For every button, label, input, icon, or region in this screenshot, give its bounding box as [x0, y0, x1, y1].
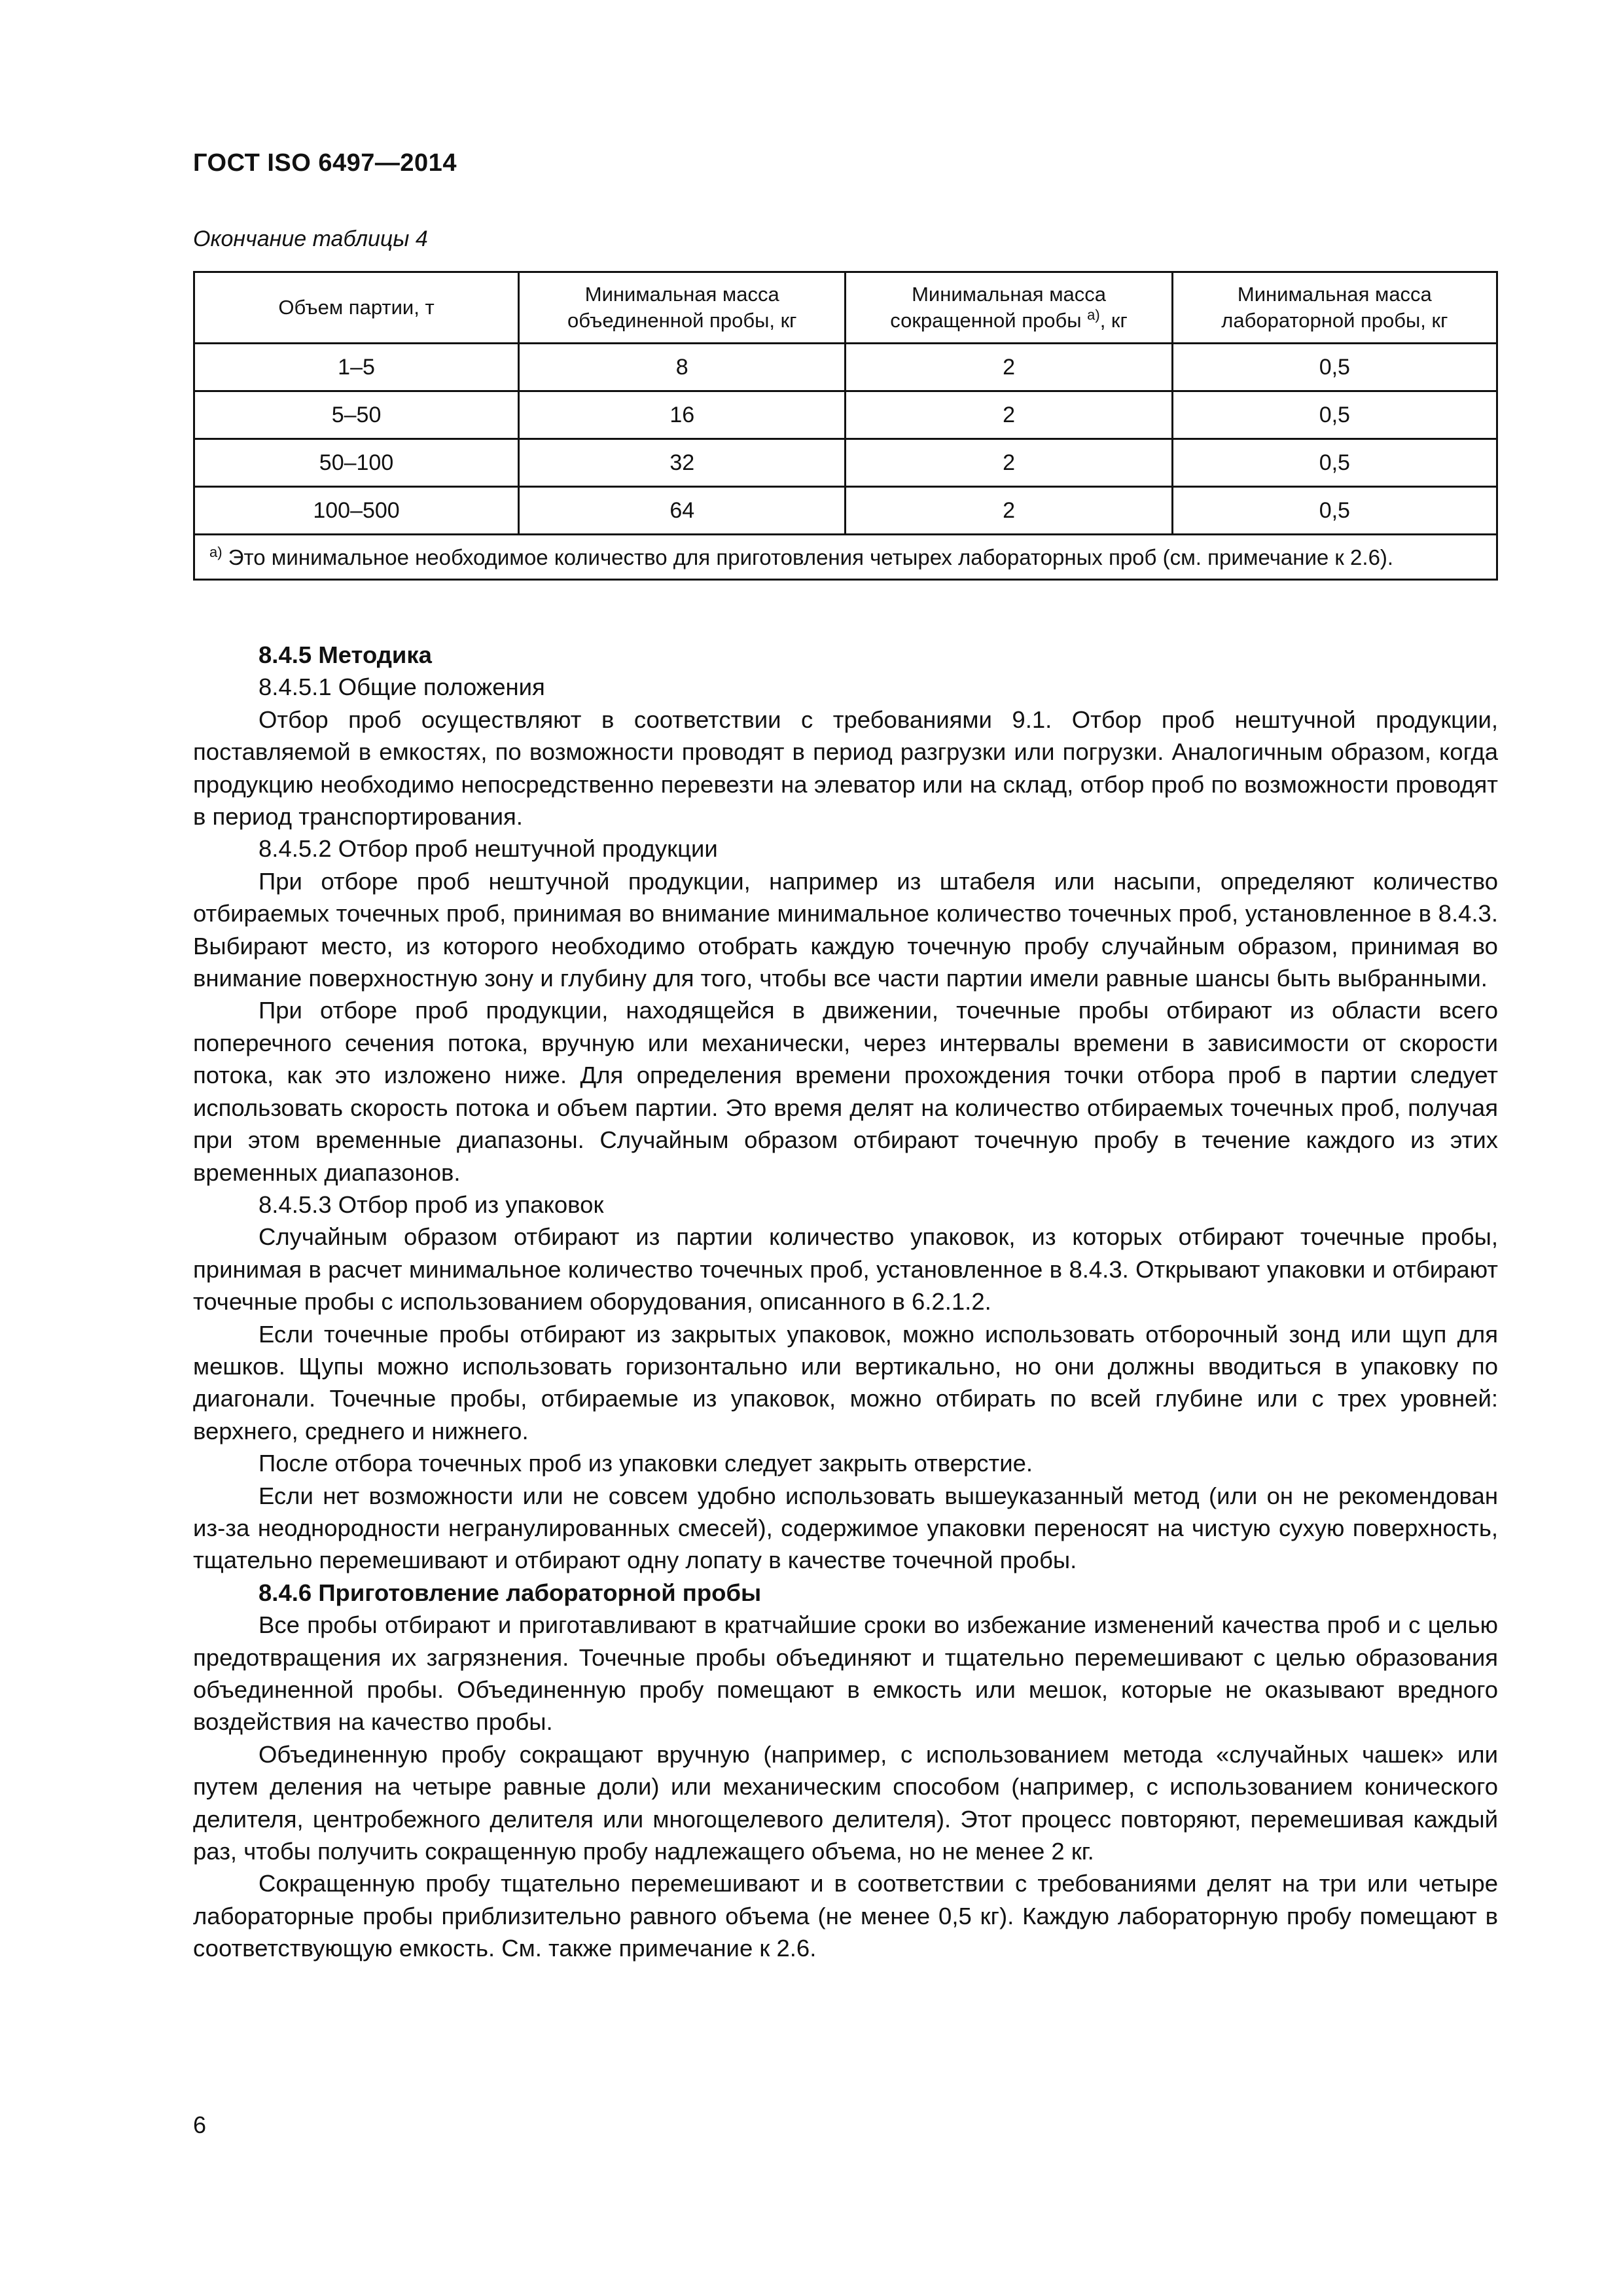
col-lab-sample-mass: Минимальная масса лабораторной пробы, кг	[1172, 272, 1497, 344]
paragraph: Если нет возможности или не совсем удобно использовать вышеуказанный метод (или он не рекомендован из-за неоднородности негранулированных смесей), содержимое упаковки переносят на чистую сухую поверхность, тщательно перемешивают и отбирают одну лопату в качестве точечной пробы.	[193, 1482, 1498, 1574]
section-heading: 8.4.5 Методика	[259, 641, 432, 668]
table-cell: 0,5	[1172, 487, 1497, 535]
col-lot-volume: Объем партии, т	[194, 272, 519, 344]
body-text	[193, 639, 1498, 1965]
paragraph: После отбора точечных проб из упаковки следует закрыть отверстие.	[259, 1450, 1033, 1477]
page-number: 6	[193, 2111, 207, 2138]
subsection-heading: 8.4.5.3 Отбор проб из упаковок	[259, 1191, 604, 1218]
table-cell: 2	[846, 439, 1172, 487]
paragraph: При отборе проб нештучной продукции, например из штабеля или насыпи, определяют количество отбираемых точечных проб, принимая во внимание минимальное количество точечных проб, установленное в 8.4.3. Выбирают место, из которого необходимо отобрать каждую точечную пробу случайным образом, принимая во внимание поверхностную зону и глубину для того, чтобы все части партии имели равные шансы быть выбранными.	[193, 867, 1498, 992]
footnote-ref: а)	[1087, 306, 1100, 323]
table-cell: 1–5	[194, 344, 519, 391]
paragraph: Сокращенную пробу тщательно перемешивают и в соответствии с требованиями делят на три или четыре лабораторные пробы приблизительно равного объема (не менее 0,5 кг). Каждую лабораторную пробу помещают в соответствующую емкость. См. также примечание к 2.6.	[193, 1870, 1498, 1962]
table-row	[194, 391, 1497, 439]
sample-mass-table	[193, 271, 1498, 581]
paragraph: При отборе проб продукции, находящейся в движении, точечные пробы отбирают из области всего поперечного сечения потока, вручную или механически, через интервалы времени в зависимости от скорости потока, как это изложено ниже. Для определения времени прохождения точки отбора проб в партии следует использовать скорость потока и объем партии. Это время делят на количество отбираемых точечных проб, получая при этом временные диапазоны. Случайным образом отбирают точечную пробу в течение каждого из этих временных диапазонов.	[193, 997, 1498, 1186]
table-cell: 32	[519, 439, 846, 487]
paragraph: Если точечные пробы отбирают из закрытых упаковок, можно использовать отборочный зонд или щуп для мешков. Щупы можно использовать горизонтально или вертикально, но они должны вводиться в упаковку по диагонали. Точечные пробы, отбираемые из упаковок, можно отбирать по всей глубине или с трех уровней: верхнего, среднего и нижнего.	[193, 1320, 1498, 1444]
table-cell: 50–100	[194, 439, 519, 487]
table-row	[194, 439, 1497, 487]
col-reduced-sample-mass: Минимальная масса сокращенной пробы $^{а)}$, кг	[846, 272, 1172, 344]
table-cell: 64	[519, 487, 846, 535]
table-cell: 0,5	[1172, 344, 1497, 391]
paragraph: Отбор проб осуществляют в соответствии с требованиями 9.1. Отбор проб нештучной продукции, поставляемой в емкостях, по возможности проводят в период разгрузки или погрузки. Аналогичным образом, когда продукцию необходимо непосредственно перевезти на элеватор или на склад, отбор проб по возможности проводят в период транспортирования.	[193, 706, 1498, 831]
footnote-text: Это минимальное необходимое количество для приготовления четырех лабораторных проб (см. примечание к 2.6).	[228, 545, 1394, 569]
section-heading: 8.4.6 Приготовление лабораторной пробы	[259, 1579, 762, 1606]
paragraph: Случайным образом отбирают из партии количество упаковок, из которых отбирают точечные пробы, принимая в расчет минимальное количество точечных проб, установленное в 8.4.3. Открывают упаковки и отбирают точечные пробы с использованием оборудования, описанного в 6.2.1.2.	[193, 1223, 1498, 1316]
table-cell: 2	[846, 391, 1172, 439]
standard-title: ГОСТ ISO 6497—2014	[193, 149, 457, 177]
subsection-heading: 8.4.5.2 Отбор проб нештучной продукции	[259, 835, 718, 863]
table-cell: 0,5	[1172, 391, 1497, 439]
paragraph: Все пробы отбирают и приготавливают в кратчайшие сроки во избежание изменений качества проб и с целью предотвращения их загрязнения. Точечные пробы объединяют и тщательно перемешивают с целью образования объединенной пробы. Объединенную пробу помещают в емкость или мешок, которые не оказывают вредного воздействия на качество пробы.	[193, 1611, 1498, 1736]
table-caption: Окончание таблицы 4	[193, 226, 428, 251]
table-cell: 16	[519, 391, 846, 439]
subsection-heading: 8.4.5.1 Общие положения	[259, 673, 545, 701]
paragraph: Объединенную пробу сокращают вручную (например, с использованием метода «случайных чашек» или путем деления на четыре равные доли) или механическим способом (например, с использованием конического делителя, центробежного делителя или многощелевого делителя). Этот процесс повторяют, перемешивая каждый раз, чтобы получить сокращенную пробу надлежащего объема, но не менее 2 кг.	[193, 1740, 1498, 1865]
table-row	[194, 344, 1497, 391]
table-cell: 100–500	[194, 487, 519, 535]
table-header-row	[194, 272, 1497, 344]
table-cell: 5–50	[194, 391, 519, 439]
table-footnote-row	[194, 535, 1497, 580]
table-cell: 2	[846, 344, 1172, 391]
footnote-mark: а)	[209, 544, 223, 560]
table-cell: 2	[846, 487, 1172, 535]
table-row	[194, 487, 1497, 535]
col-combined-sample-mass: Минимальная масса объединенной пробы, кг	[519, 272, 846, 344]
table-cell: 0,5	[1172, 439, 1497, 487]
table-cell: 8	[519, 344, 846, 391]
table-footnote	[194, 535, 1497, 580]
